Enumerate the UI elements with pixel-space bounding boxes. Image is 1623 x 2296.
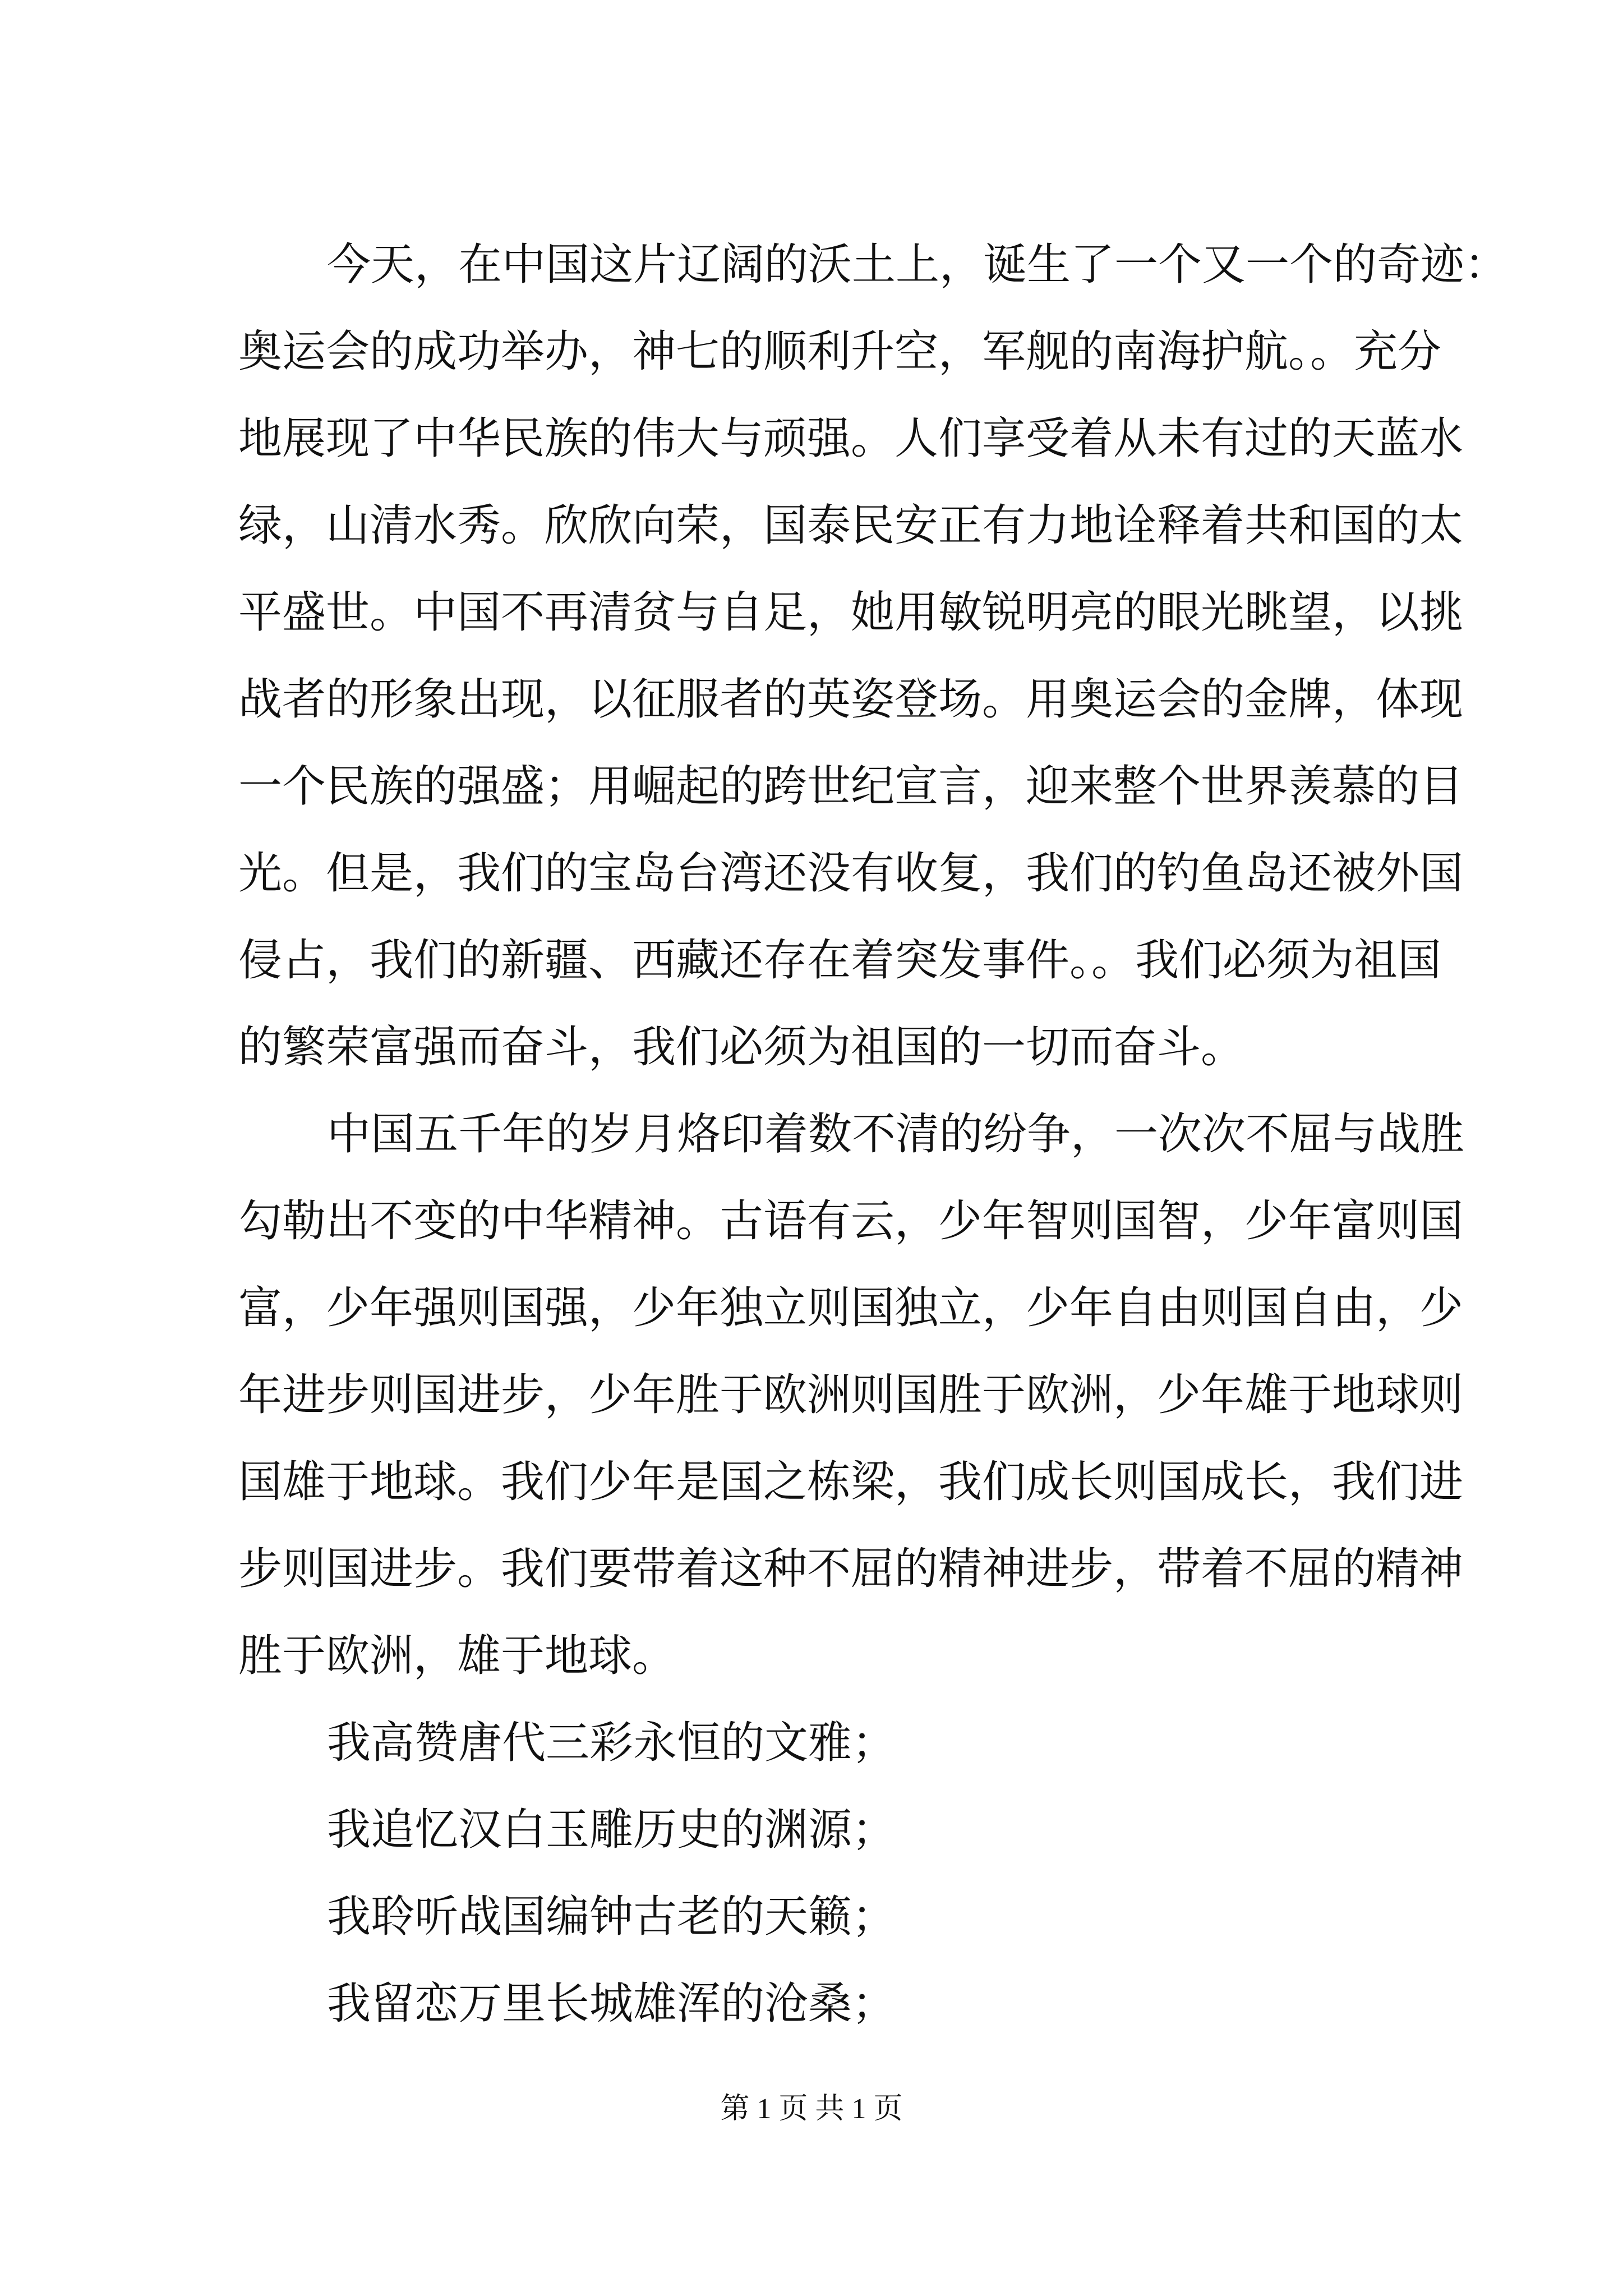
paragraph-1-line-10: 的繁荣富强而奋斗，我们必须为祖国的一切而奋斗。: [238, 1022, 1245, 1073]
paragraph-2-line-1: 中国五千年的岁月烙印着数不清的纷争，一次次不屈与战胜: [327, 1109, 1465, 1159]
paragraph-2-line-3: 富，少年强则国强，少年独立则国独立，少年自由则国自由，少: [238, 1283, 1464, 1333]
paragraph-2-line-5: 国雄于地球。我们少年是国之栋梁，我们成长则国成长，我们进: [238, 1457, 1464, 1507]
paragraph-2-line-2: 勾勒出不变的中华精神。古语有云，少年智则国智，少年富则国: [238, 1196, 1464, 1246]
verse-line-1: 我高赞唐代三彩永恒的文雅；: [327, 1718, 896, 1768]
paragraph-1-line-2: 奥运会的成功举办，神七的顺利升空，军舰的南海护航。。充分: [238, 326, 1442, 377]
paragraph-1-line-4: 绿，山清水秀。欣欣向荣，国泰民安正有力地诠释着共和国的太: [238, 500, 1464, 551]
paragraph-2-line-6: 步则国进步。我们要带着这种不屈的精神进步，带着不屈的精神: [238, 1544, 1464, 1594]
verse-line-4: 我留恋万里长城雄浑的沧桑；: [327, 1978, 896, 2029]
verse-line-3: 我聆听战国编钟古老的天籁；: [327, 1892, 896, 1942]
paragraph-2-line-4: 年进步则国进步，少年胜于欧洲则国胜于欧洲，少年雄于地球则: [238, 1370, 1464, 1420]
paragraph-1-line-8: 光。但是，我们的宝岛台湾还没有收复，我们的钓鱼岛还被外国: [238, 848, 1464, 899]
document-body: [238, 222, 1509, 2047]
page-number-footer: 第 1 页 共 1 页: [720, 2093, 903, 2125]
paragraph-1-line-1: 今天，在中国这片辽阔的沃土上，诞生了一个又一个的奇迹：: [327, 240, 1509, 290]
verse-line-2: 我追忆汉白玉雕历史的渊源；: [327, 1805, 896, 1855]
paragraph-2-line-7: 胜于欧洲，雄于地球。: [238, 1631, 676, 1681]
paragraph-1-line-7: 一个民族的强盛；用崛起的跨世纪宣言，迎来整个世界羡慕的目: [238, 761, 1464, 812]
paragraph-1-line-5: 平盛世。中国不再清贫与自足，她用敏锐明亮的眼光眺望，以挑: [238, 587, 1464, 638]
paragraph-1-line-6: 战者的形象出现，以征服者的英姿登场。用奥运会的金牌，体现: [238, 674, 1464, 725]
paragraph-1-line-3: 地展现了中华民族的伟大与顽强。人们享受着从未有过的天蓝水: [238, 413, 1464, 464]
paragraph-1-line-9: 侵占，我们的新疆、西藏还存在着突发事件。。我们必须为祖国: [238, 935, 1442, 986]
